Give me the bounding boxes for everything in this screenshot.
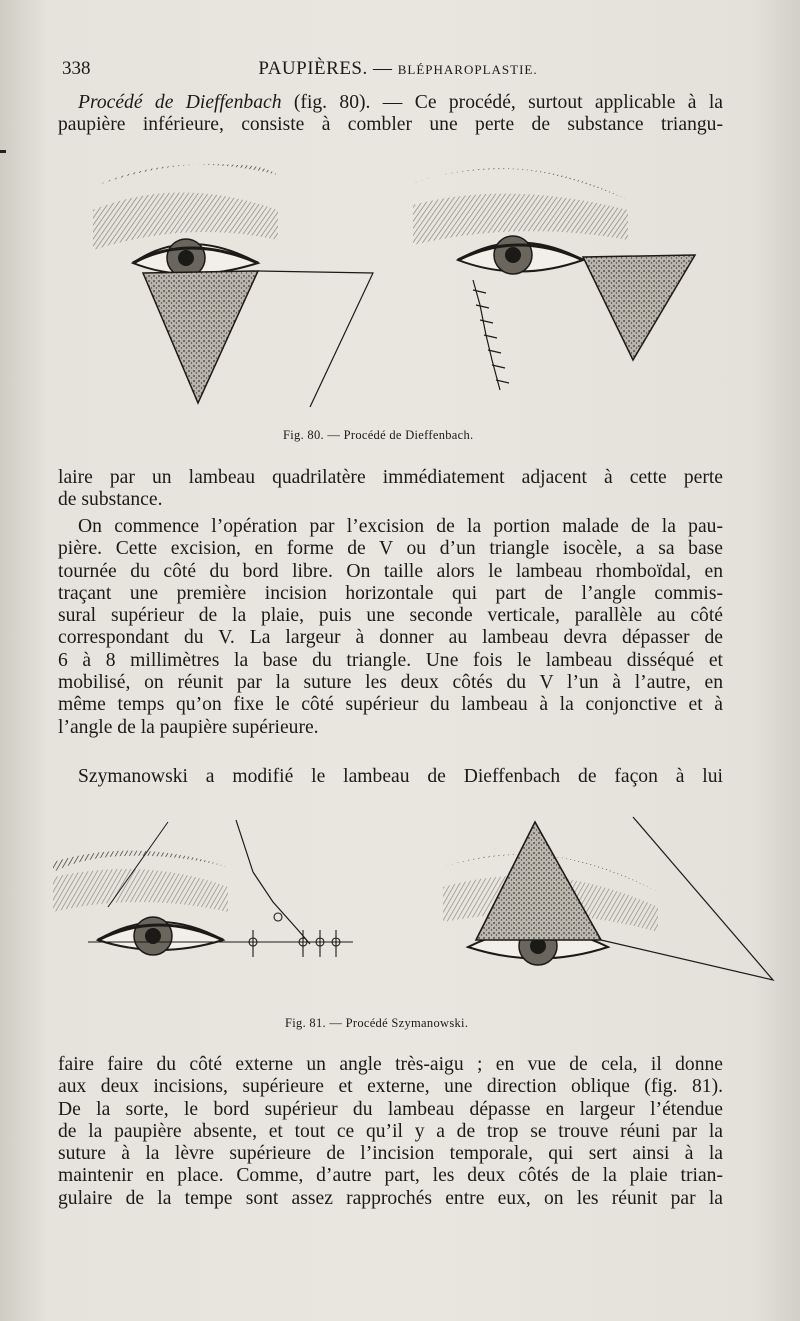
running-title: PAUPIÈRES. — BLÉPHAROPLASTIE. (258, 58, 538, 79)
text-line: maintenir en place. Comme, d’autre part, les deux côtés de la plaie trian- (58, 1165, 723, 1187)
text-line: gulaire de la tempe sont assez rapprochés entre eux, on les réunit par la (58, 1187, 723, 1209)
figure-80-illustration (88, 155, 708, 415)
text-line: aux deux incisions, supérieure et externe, une direction oblique (fig. 81). (58, 1076, 723, 1098)
text-line: tournée du côté du bord libre. On taille alors le lambeau rhomboïdal, en (58, 560, 723, 582)
running-header (62, 58, 734, 86)
text-line: paupière inférieure, consiste à combler une perte de substance triangu- (58, 114, 723, 136)
left-eye-drawing (93, 164, 373, 407)
text-line: suture à la lèvre supérieure de l’incision temporale, qui sert ainsi à la (58, 1143, 723, 1165)
figure-80-caption: Fig. 80. — Procédé de Dieffenbach. (283, 428, 474, 442)
text-line: de la paupière absente, et tout ce qu’il y a de trop se trouve réuni par la (58, 1120, 723, 1142)
text-line: sural supérieur de la plaie, puis une seconde verticale, parallèle au côté (58, 605, 723, 627)
text-line: On commence l’opération par l’excision de la portion malade de la pau- (78, 516, 723, 537)
text-line: mobilisé, on réunit par la suture les deux côtés du V l’un à l’autre, en (58, 672, 723, 694)
page-number: 338 (62, 58, 91, 79)
left-eye-drawing-81 (53, 820, 353, 957)
text-line: correspondant du V. La largeur à donner au lambeau devra dépasser de (58, 627, 723, 649)
text-line: traçant une première incision horizontale qui part de l’angle commis- (58, 582, 723, 604)
text-line: Procédé de Dieffenbach (fig. 80). — Ce procédé, surtout applicable à la (78, 92, 723, 113)
text-line: pière. Cette excision, en forme de V ou d’un triangle isocèle, a sa base (58, 538, 723, 560)
text-line: faire faire du côté externe un angle très-aigu ; en vue de cela, il donne (58, 1054, 723, 1075)
figure-81-illustration (48, 812, 778, 1002)
margin-mark (0, 150, 6, 153)
text-line: Szymanowski a modifié le lambeau de Dieffenbach de façon à lui (78, 766, 723, 787)
text-line: laire par un lambeau quadrilatère immédiatement adjacent à cette perte (58, 467, 723, 488)
paragraph-szymanowski (58, 766, 723, 788)
text-line: 6 à 8 millimètres la base du triangle. Une fois le lambeau disséqué et (58, 649, 723, 671)
right-eye-drawing-81 (443, 817, 773, 980)
text-line: de substance. (58, 489, 163, 511)
paragraph-dieffenbach-intro (58, 92, 723, 137)
text-line: De la sorte, le bord supérieur du lambeau dépasse en largeur l’étendue (58, 1098, 723, 1120)
right-eye-drawing (408, 168, 695, 390)
figure-81-caption: Fig. 81. — Procédé Szymanowski. (285, 1016, 469, 1030)
paragraph-operation (58, 516, 723, 739)
text-line: même temps qu’on fixe le côté supérieur du lambeau à la conjonctive et à (58, 694, 723, 716)
paragraph-dieffenbach-continued (58, 467, 723, 512)
text-line: l’angle de la paupière supérieure. (58, 716, 319, 738)
paragraph-szymanowski-continued (58, 1054, 723, 1210)
